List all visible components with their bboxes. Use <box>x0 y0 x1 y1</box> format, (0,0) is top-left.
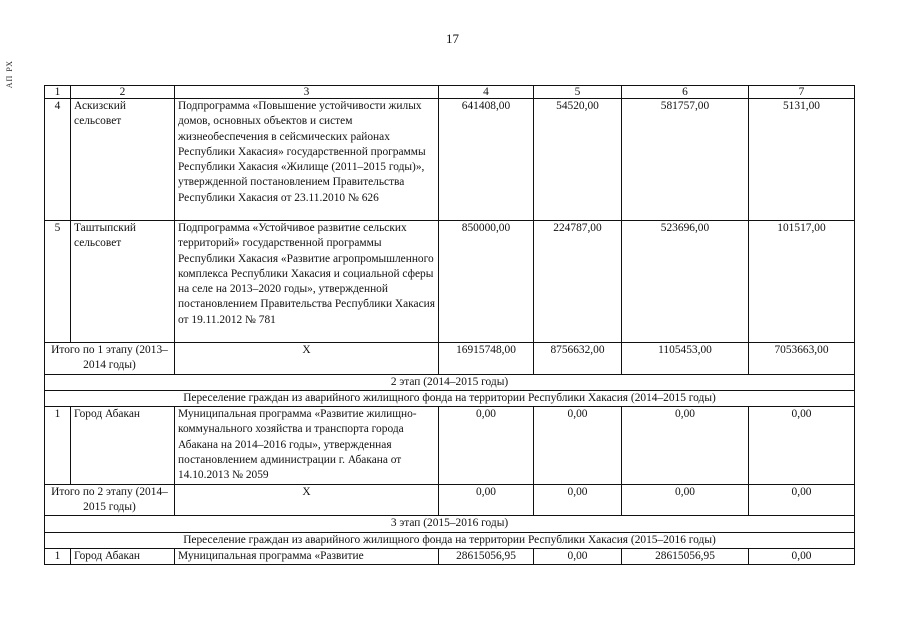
amount-col5: 0,00 <box>534 407 622 484</box>
total-amount-total: 16915748,00 <box>439 343 534 375</box>
program-description: Муниципальная программа «Развитие жилищно-коммунального хозяйства и транспорта города Абакана на 2014–2016 годы», утвержденная постановлением администрации г. Абакана от 14.10.2013 № 2059 <box>175 407 439 484</box>
total-x-mark: Х <box>175 484 439 516</box>
amount-col5: 54520,00 <box>534 99 622 221</box>
amount-col7: 101517,00 <box>749 221 855 343</box>
amount-col6: 0,00 <box>622 407 749 484</box>
total-row-stage1 <box>45 343 855 375</box>
amount-total: 850000,00 <box>439 221 534 343</box>
column-number: 3 <box>175 86 439 99</box>
table-row <box>45 548 855 564</box>
total-amount-col7: 7053663,00 <box>749 343 855 375</box>
stage3-title: 3 этап (2015–2016 годы) <box>45 516 855 532</box>
total-row-stage2 <box>45 484 855 516</box>
table-row <box>45 99 855 221</box>
amount-total: 0,00 <box>439 407 534 484</box>
table-row <box>45 221 855 343</box>
amount-col5: 0,00 <box>534 548 622 564</box>
total-amount-col6: 1105453,00 <box>622 343 749 375</box>
amount-total: 28615056,95 <box>439 548 534 564</box>
stage2-subtitle: Переселение граждан из аварийного жилищного фонда на территории Республики Хакасия (2014–2015 годы) <box>45 390 855 406</box>
page-number: 17 <box>446 31 459 46</box>
row-number: 5 <box>45 221 71 343</box>
municipality-name: Город Абакан <box>71 548 175 564</box>
program-description: Муниципальная программа «Развитие <box>175 548 439 564</box>
amount-col7: 0,00 <box>749 407 855 484</box>
total-amount-total: 0,00 <box>439 484 534 516</box>
stage2-title: 2 этап (2014–2015 годы) <box>45 374 855 390</box>
column-number: 2 <box>71 86 175 99</box>
program-description: Подпрограмма «Устойчивое развитие сельских территорий» государственной программы Республики Хакасия «Развитие агропромышленного комплекса Республики Хакасия и социальной сферы на селе на 2013–2020 годы», утвержденной постановлением Правительства Республики Хакасия от 19.11.2012 № 781 <box>175 221 439 343</box>
column-numbers-row <box>45 86 855 99</box>
row-number: 4 <box>45 99 71 221</box>
column-number: 4 <box>439 86 534 99</box>
section-heading-row <box>45 532 855 548</box>
column-number: 1 <box>45 86 71 99</box>
amount-col6: 28615056,95 <box>622 548 749 564</box>
row-number: 1 <box>45 407 71 484</box>
amount-total: 641408,00 <box>439 99 534 221</box>
municipality-name: Город Абакан <box>71 407 175 484</box>
section-heading-row <box>45 390 855 406</box>
stage-heading-row <box>45 516 855 532</box>
stage3-subtitle: Переселение граждан из аварийного жилищного фонда на территории Республики Хакасия (2015–2016 годы) <box>45 532 855 548</box>
stage-heading-row <box>45 374 855 390</box>
program-description: Подпрограмма «Повышение устойчивости жилых домов, основных объектов и систем жизнеобеспечения в сейсмических районах Республики Хакасия» государственной программы Республики Хакасия «Жилище (2011–2015 годы)», утвержденной постановлением Правительства Республики Хакасия от 23.11.2010 № 626 <box>175 99 439 221</box>
total-amount-col7: 0,00 <box>749 484 855 516</box>
amount-col6: 581757,00 <box>622 99 749 221</box>
total-label: Итого по 2 этапу (2014–2015 годы) <box>45 484 175 516</box>
municipality-name: Таштыпский сельсовет <box>71 221 175 343</box>
amount-col7: 5131,00 <box>749 99 855 221</box>
column-number: 7 <box>749 86 855 99</box>
table-row <box>45 407 855 484</box>
amount-col7: 0,00 <box>749 548 855 564</box>
municipality-name: Аскизский сельсовет <box>71 99 175 221</box>
total-x-mark: Х <box>175 343 439 375</box>
column-number: 6 <box>622 86 749 99</box>
amount-col5: 224787,00 <box>534 221 622 343</box>
total-amount-col5: 0,00 <box>534 484 622 516</box>
total-amount-col6: 0,00 <box>622 484 749 516</box>
total-amount-col5: 8756632,00 <box>534 343 622 375</box>
amount-col6: 523696,00 <box>622 221 749 343</box>
total-label: Итого по 1 этапу (2013–2014 годы) <box>45 343 175 375</box>
row-number: 1 <box>45 548 71 564</box>
column-number: 5 <box>534 86 622 99</box>
funding-table <box>44 85 855 565</box>
margin-stamp: АП РХ <box>5 60 14 89</box>
